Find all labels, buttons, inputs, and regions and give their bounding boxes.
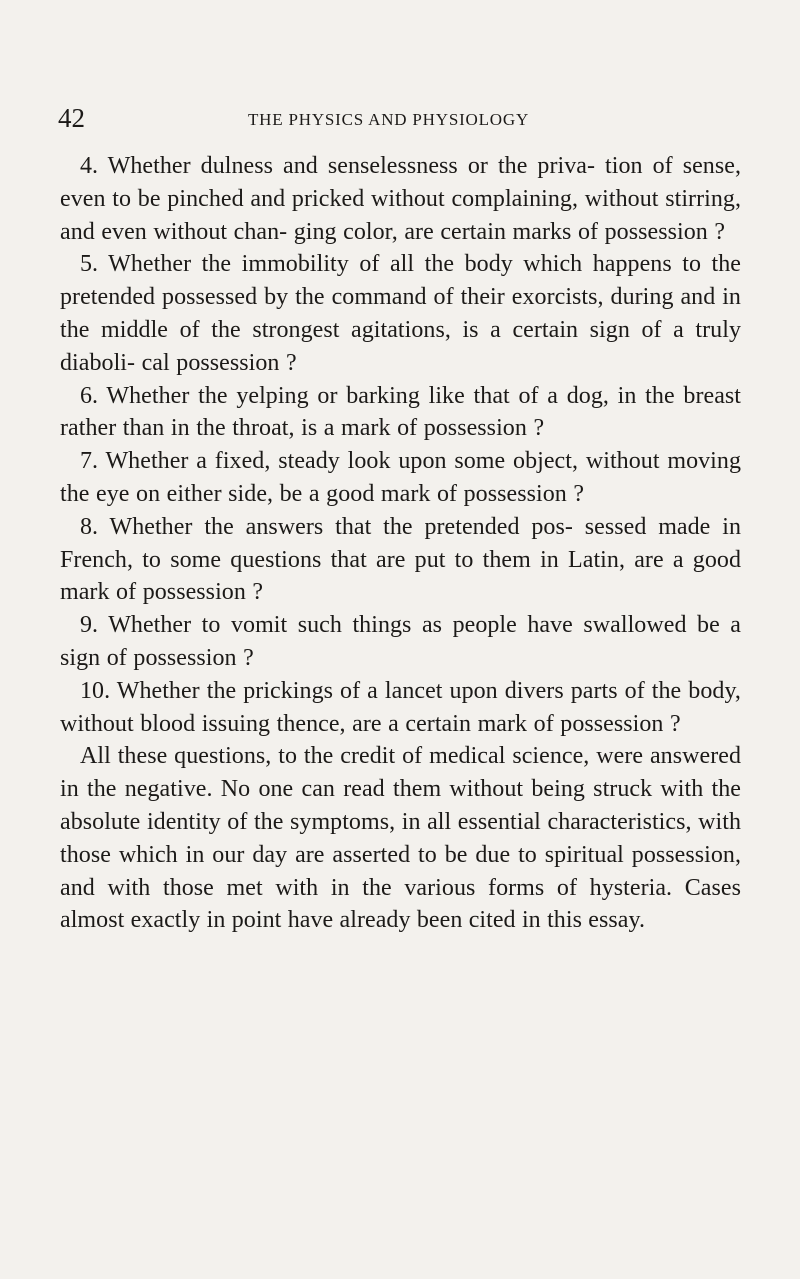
paragraph-conclusion: All these questions, to the credit of medical science, were answered in the negative. No one can read them without being struck with the absolute identity of the symptoms, in all essential characteristics, with those which in our day are asserted to be due to spiritual possession, and with those met with in the various forms of hysteria. Cases almost exactly in point have already been cited in this essay.	[60, 743, 741, 934]
running-head: THE PHYSICS AND PHYSIOLOGY	[248, 110, 530, 129]
paragraph-question-8: 8. Whether the answers that the pretended pos- sessed made in French, to some questions that are put to them in Latin, are a good mark of possession ?	[60, 513, 741, 606]
page-header	[58, 102, 748, 134]
paragraph-question-5: 5. Whether the immobility of all the body which happens to the pretended possessed by the command of their exorcists, during and in the middle of the strongest agitations, is a certain sign of a truly diaboli- cal possession ?	[60, 251, 741, 376]
page-number: 42	[58, 103, 85, 133]
body-text	[60, 150, 741, 937]
paragraph-question-4: 4. Whether dulness and senselessness or the priva- tion of sense, even to be pinched and pricked without complaining, without stirring, and even without chan- ging color, are certain marks of possession ?	[60, 153, 741, 245]
paragraph-question-7: 7. Whether a fixed, steady look upon some object, without moving the eye on either side, be a good mark of possession ?	[60, 448, 741, 507]
paragraph-question-6: 6. Whether the yelping or barking like that of a dog, in the breast rather than in the throat, is a mark of possession ?	[60, 382, 741, 442]
paragraph-question-9: 9. Whether to vomit such things as people have swallowed be a sign of possession ?	[60, 612, 741, 671]
paragraph-question-10: 10. Whether the prickings of a lancet upon divers parts of the body, without blood issuing thence, are a certain mark of possession ?	[60, 677, 741, 737]
